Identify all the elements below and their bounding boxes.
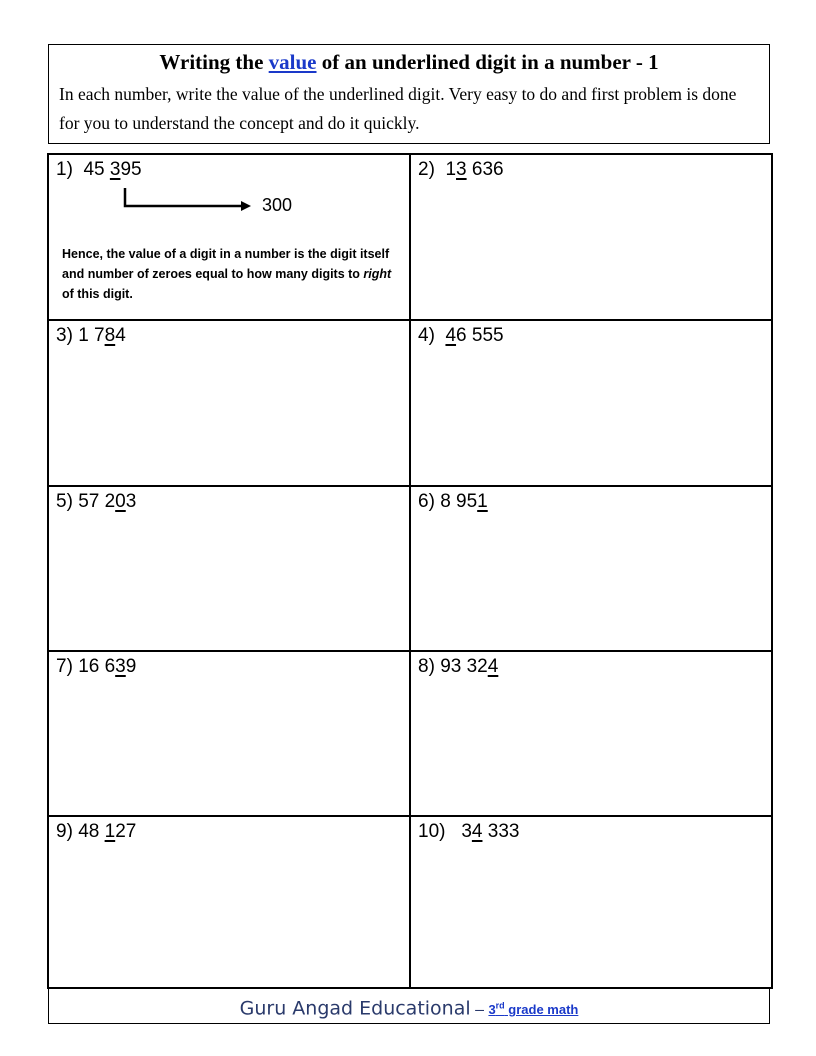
example-arrow [115, 180, 260, 220]
problem-3: 3) 1 784 [56, 325, 126, 346]
underlined-digit: 4 [487, 656, 499, 677]
problem-5: 5) 57 203 [56, 491, 137, 512]
grid-divider-row-4 [47, 815, 773, 817]
grid-divider-row-3 [47, 650, 773, 652]
underlined-digit: 4 [445, 325, 457, 346]
grid-divider-row-2 [47, 485, 773, 487]
example-explanation: Hence, the value of a digit in a number is the digit itself and number of zeroes equal to how many digits to right of this digit. [62, 247, 392, 301]
problem-2: 2) 13 636 [418, 159, 504, 180]
instructions: In each number, write the value of the underlined digit. Very easy to do and first problem is done for you to understand the concept and do it quickly. [59, 84, 737, 133]
problem-6: 6) 8 951 [418, 491, 488, 512]
worksheet-header [48, 44, 770, 144]
underlined-digit: 3 [456, 159, 467, 180]
problem-8: 8) 93 324 [418, 656, 499, 677]
grid-divider-row-1 [47, 319, 773, 321]
worksheet-title: Writing the value of an underlined digit in a number - 1 [159, 50, 659, 74]
footer: Guru Angad Educational – 3rd grade math [48, 989, 770, 1024]
underlined-digit: 0 [115, 491, 126, 512]
grade-math-link[interactable]: 3rd grade math [488, 1001, 579, 1018]
value-link[interactable]: value [268, 50, 317, 74]
underlined-digit: 4 [471, 821, 483, 842]
problem-4: 4) 46 555 [418, 325, 504, 346]
underlined-digit: 1 [477, 491, 488, 512]
underlined-digit: 1 [104, 821, 116, 842]
brand-name: Guru Angad Educational [239, 997, 471, 1020]
problem-7: 7) 16 639 [56, 656, 137, 677]
underlined-digit: 3 [115, 656, 126, 677]
problem-1: 1) 45 395 [56, 159, 142, 180]
problem-9: 9) 48 127 [56, 821, 137, 842]
underlined-digit: 8 [104, 325, 116, 346]
problem-10: 10) 34 333 [418, 821, 520, 842]
underlined-digit: 3 [109, 159, 121, 180]
grid-divider-vertical [409, 153, 411, 989]
example-answer: 300 [262, 195, 293, 215]
